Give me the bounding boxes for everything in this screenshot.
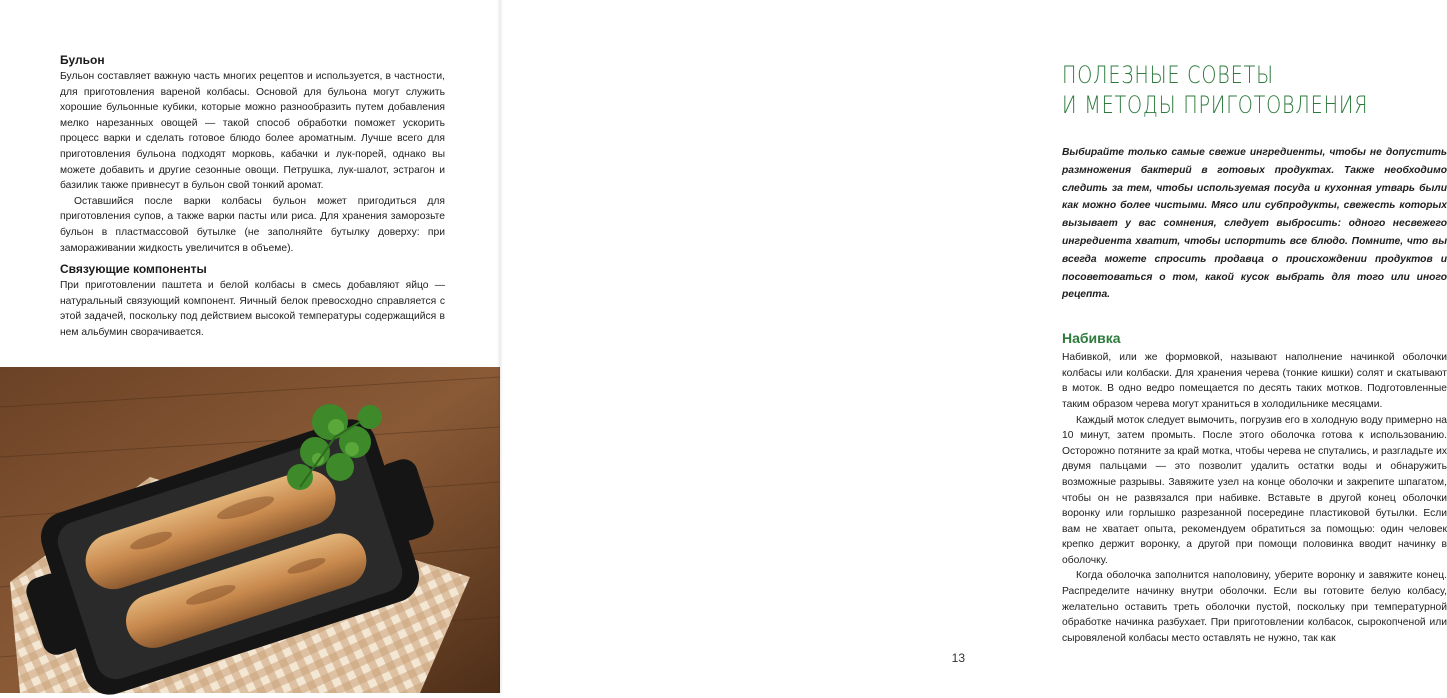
bouillon-paragraph-1: Бульон составляет важную часть многих рецептов и используется, в частности, для приготовления вареной колбасы. Основой для бульона могут служить хорошие бульонные кубики, которые можно разнообразить путем добавления мелко нарезанных овощей — такой способ обработки поможет ускорить процесс варки и сделать готовое блюдо более ароматным. Лучше всего для приготовления бульона подходят морковь, кабачки и лук-порей, однако вы можете добавить и другие сезонные овощи. Петрушка, лук-шалот, эстрагон и базилик также привнесут в бульон свой тонкий аромат. — [60, 71, 445, 192]
right-text-column — [1062, 60, 1447, 646]
binders-heading: Связующие компоненты — [60, 262, 207, 277]
book-gutter — [497, 0, 503, 693]
left-text-column — [60, 53, 445, 341]
right-page — [500, 0, 1447, 693]
filling-paragraph-2: Каждый моток следует вымочить, погрузив его в холодную воду примерно на 10 минут, затем промыть. После этого оболочка готова к использованию. Осторожно потяните за край мотка, чтобы черева не спутались, и разгладьте их двумя пальцами — это позволит удалить остатки воды и обнаружить возможные разрывы. Завяжите узел на конце оболочки и закрепите шпагатом, чтобы он не развязался при набивке. Вставьте в другой конец оболочки воронку или горлышко разрезанной посередине пластиковой бутылки. Если вам не хватает опыта, рекомендуем обратиться за помощью: один человек крепко держит воронку, а другой при помощи половинка вводит начинку в оболочку. — [1062, 414, 1447, 566]
filling-paragraph-1: Набивкой, или же формовкой, называют наполнение начинкой оболочки колбасы или колбаски. Для хранения черева (тонкие кишки) солят и скатывают в моток. В одно ведро помещается по десять таких мотков. Подготовленные таким образом черева могут храниться в холодильнике месяцами. — [1062, 352, 1447, 410]
binders-paragraph: При приготовлении паштета и белой колбасы в смесь добавляют яйцо — натуральный связующий компонент. Яичный белок превосходно справляется с этой задачей, поскольку под действием высокой температуры содержащийся в нем альбумин сворачивается. — [60, 280, 445, 338]
filling-heading: Набивка — [1062, 330, 1121, 347]
sausage-photo — [0, 367, 500, 693]
chapter-title-line-1: ПОЛЕЗНЫЕ СОВЕТЫ — [1062, 61, 1274, 89]
left-page — [0, 0, 500, 693]
chapter-title-line-2: И МЕТОДЫ ПРИГОТОВЛЕНИЯ — [1062, 91, 1369, 119]
filling-paragraph-3: Когда оболочка заполнится наполовину, уберите воронку и завяжите конец. Распределите начинку внутри оболочки. Если вы готовите белую колбасу, желательно оставить треть оболочки пустой, поскольку при температурной обработке начинка разбухает. При приготовлении колбасок, сырокопченой или сыровяленой колбасы место оставлять не нужно, так как — [1062, 570, 1447, 644]
page-number: 13 — [951, 651, 965, 665]
bouillon-heading: Бульон — [60, 53, 105, 67]
intro-lead: Выбирайте только самые свежие ингредиенты, чтобы не допустить размножения бактерий в готовых продуктах. Также необходимо следить за тем, чтобы используемая посуда и кухонная утварь были как можно более чистыми. Мясо или субпродукты, свежесть которых вызывает у вас сомнения, следует выбросить: одного несвежего ингредиента хватит, чтобы испортить все блюдо. Помните, что вы всегда можете спросить продавца о происхождении продуктов и посоветоваться о том, какой кусок выбрать для того или иного рецепта. — [1062, 147, 1447, 301]
bouillon-paragraph-2: Оставшийся после варки колбасы бульон может пригодиться для приготовления супов, а также варки пасты или риса. Для хранения заморозьте бульон в пластмассовой бутылке (не заполняйте бутылку доверху: при замораживании жидкость увеличится в объеме). — [60, 195, 445, 254]
